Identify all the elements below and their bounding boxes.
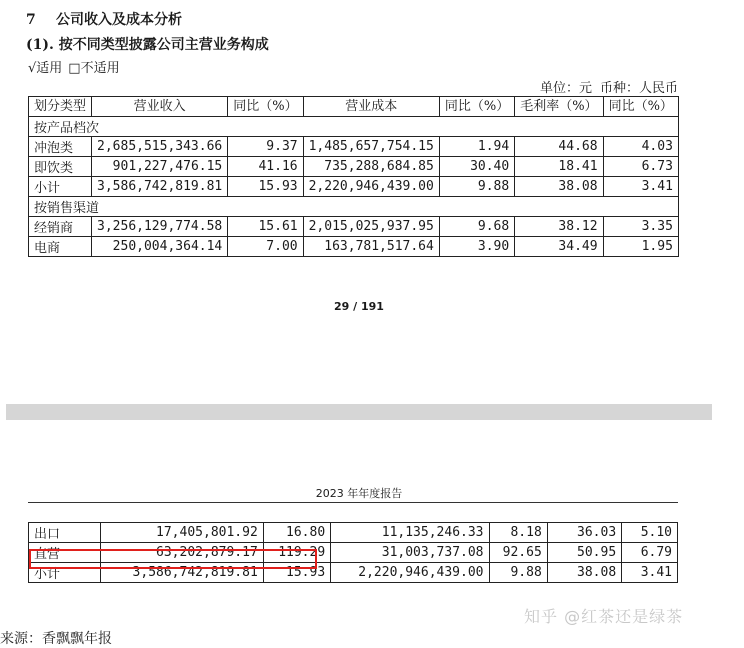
cell: 15.93 bbox=[263, 563, 330, 583]
header-cell: 营业收入 bbox=[92, 97, 228, 117]
section-title bbox=[26, 9, 182, 29]
cell: 18.41 bbox=[515, 157, 603, 177]
table-row bbox=[29, 157, 679, 177]
cell: 3,256,129,774.58 bbox=[92, 217, 228, 237]
header-cell: 营业成本 bbox=[303, 97, 439, 117]
table-row bbox=[29, 523, 678, 543]
cell: 直营 bbox=[29, 543, 101, 563]
cell: 5.10 bbox=[622, 523, 678, 543]
cell: 1.94 bbox=[439, 137, 514, 157]
cell: 41.16 bbox=[228, 157, 303, 177]
cell: 小计 bbox=[29, 177, 92, 197]
cell: 38.08 bbox=[547, 563, 621, 583]
report-header: 2023 年年度报告 bbox=[315, 487, 403, 500]
cell: 4.03 bbox=[603, 137, 678, 157]
cell: 38.08 bbox=[515, 177, 603, 197]
cell: 3.35 bbox=[603, 217, 678, 237]
cell: 38.12 bbox=[515, 217, 603, 237]
cell: 119.29 bbox=[263, 543, 330, 563]
section-number: 7 bbox=[26, 12, 36, 28]
cell: 31,003,737.08 bbox=[331, 543, 489, 563]
highlight-box bbox=[29, 549, 317, 569]
cell: 9.37 bbox=[228, 137, 303, 157]
unit-label: 单位：元 bbox=[539, 81, 592, 96]
cell: 6.79 bbox=[622, 543, 678, 563]
cell: 3,586,742,819.81 bbox=[101, 563, 264, 583]
not-applicable-option: □不适用 bbox=[68, 61, 120, 76]
cell: 8.18 bbox=[489, 523, 547, 543]
table-row bbox=[29, 137, 679, 157]
cell: 92.65 bbox=[489, 543, 547, 563]
cell: 16.80 bbox=[263, 523, 330, 543]
report-page-2 bbox=[6, 420, 712, 592]
cell: 3,586,742,819.81 bbox=[92, 177, 228, 197]
cell: 3.41 bbox=[603, 177, 678, 197]
page-separator bbox=[6, 404, 712, 420]
applicability-options bbox=[28, 57, 126, 76]
cell: 30.40 bbox=[439, 157, 514, 177]
cell: 15.61 bbox=[228, 217, 303, 237]
report-page-1 bbox=[6, 0, 712, 404]
cell: 11,135,246.33 bbox=[331, 523, 489, 543]
cell: 9.88 bbox=[439, 177, 514, 197]
watermark: 知乎 @红茶还是绿茶 bbox=[524, 607, 684, 626]
cell: 250,004,364.14 bbox=[92, 237, 228, 257]
cell: 即饮类 bbox=[29, 157, 92, 177]
cell: 2,685,515,343.66 bbox=[92, 137, 228, 157]
cell: 63,202,879.17 bbox=[101, 543, 264, 563]
cell: 735,288,684.85 bbox=[303, 157, 439, 177]
cell: 901,227,476.15 bbox=[92, 157, 228, 177]
cell: 1,485,657,754.15 bbox=[303, 137, 439, 157]
table-row bbox=[29, 217, 679, 237]
cell: 15.93 bbox=[228, 177, 303, 197]
subsection-title: (1). 按不同类型披露公司主营业务构成 bbox=[26, 37, 269, 53]
table-row bbox=[29, 177, 679, 197]
cell: 44.68 bbox=[515, 137, 603, 157]
cell: 2,220,946,439.00 bbox=[303, 177, 439, 197]
header-rule bbox=[28, 502, 678, 503]
currency-label: 币种：人民币 bbox=[599, 81, 678, 96]
header-cell: 同比（%） bbox=[228, 97, 303, 117]
cell: 2,220,946,439.00 bbox=[331, 563, 489, 583]
cell: 7.00 bbox=[228, 237, 303, 257]
cell: 50.95 bbox=[547, 543, 621, 563]
group-label: 按产品档次 bbox=[29, 117, 679, 137]
cell: 163,781,517.64 bbox=[303, 237, 439, 257]
cell: 17,405,801.92 bbox=[101, 523, 264, 543]
cell: 3.90 bbox=[439, 237, 514, 257]
page-number: 29 / 191 bbox=[334, 300, 384, 313]
cell: 电商 bbox=[29, 237, 92, 257]
cell: 9.88 bbox=[489, 563, 547, 583]
applicable-option: √适用 bbox=[28, 61, 63, 76]
revenue-breakdown-table bbox=[28, 96, 679, 257]
source-caption: 来源：香飘飘年报 bbox=[0, 631, 112, 647]
header-cell: 划分类型 bbox=[29, 97, 92, 117]
group-row-product bbox=[29, 117, 679, 137]
table-header-row bbox=[29, 97, 679, 117]
cell: 冲泡类 bbox=[29, 137, 92, 157]
header-cell: 毛利率（%） bbox=[515, 97, 603, 117]
table-row bbox=[29, 237, 679, 257]
cell: 34.49 bbox=[515, 237, 603, 257]
cell: 经销商 bbox=[29, 217, 92, 237]
cell: 1.95 bbox=[603, 237, 678, 257]
cell: 2,015,025,937.95 bbox=[303, 217, 439, 237]
group-label: 按销售渠道 bbox=[29, 197, 679, 217]
cell: 3.41 bbox=[622, 563, 678, 583]
header-cell: 同比（%） bbox=[439, 97, 514, 117]
cell: 小计 bbox=[29, 563, 101, 583]
header-cell: 同比（%） bbox=[603, 97, 678, 117]
cell: 36.03 bbox=[547, 523, 621, 543]
group-row-channel bbox=[29, 197, 679, 217]
cell: 出口 bbox=[29, 523, 101, 543]
cell: 9.68 bbox=[439, 217, 514, 237]
unit-currency-line bbox=[532, 77, 678, 96]
section-title-text: 公司收入及成本分析 bbox=[56, 12, 182, 28]
cell: 6.73 bbox=[603, 157, 678, 177]
